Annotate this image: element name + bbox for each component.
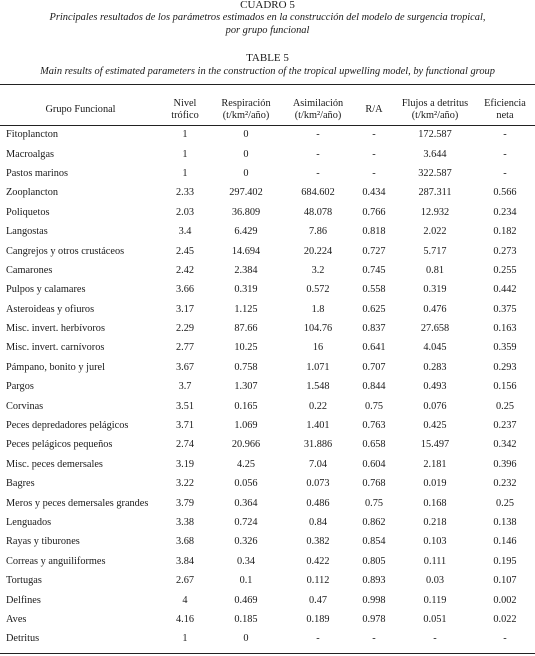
column-header-line: neta xyxy=(496,109,514,121)
value-cell: 0.076 xyxy=(423,400,447,412)
value-cell: 1.401 xyxy=(306,420,330,432)
value-cell: 2.67 xyxy=(175,575,195,587)
table-row xyxy=(0,300,535,319)
table-row xyxy=(0,435,535,454)
value-cell: 0.34 xyxy=(236,555,256,567)
functional-group-cell: Aves xyxy=(6,613,27,625)
english-table-label: TABLE 5 xyxy=(246,52,289,64)
value-cell: 0.844 xyxy=(362,381,386,393)
column-header-line: Asimilación xyxy=(292,97,344,109)
value-cell: 0.442 xyxy=(493,284,517,296)
value-cell: - xyxy=(316,167,320,179)
functional-group-cell: Pargos xyxy=(6,381,34,393)
functional-group-cell: Misc. invert. herbívoros xyxy=(6,323,105,335)
value-cell: - xyxy=(503,148,507,160)
value-cell: 7.04 xyxy=(308,458,328,470)
value-cell: 1.8 xyxy=(311,303,325,315)
functional-group-cell: Fitoplancton xyxy=(6,129,59,141)
value-cell: 0.168 xyxy=(423,497,447,509)
value-cell: 0.763 xyxy=(362,420,386,432)
value-cell: 4 xyxy=(182,594,188,606)
value-cell: 0.182 xyxy=(493,226,517,238)
value-cell: 15.497 xyxy=(420,439,450,451)
value-cell: 297.402 xyxy=(229,187,263,199)
value-cell: 0.998 xyxy=(362,594,386,606)
value-cell: 4.16 xyxy=(175,613,195,625)
value-cell: 0.342 xyxy=(493,439,517,451)
value-cell: 0.056 xyxy=(234,478,258,490)
column-header xyxy=(353,94,395,125)
results-table xyxy=(0,94,535,649)
value-cell: 0.47 xyxy=(308,594,328,606)
value-cell: 0.283 xyxy=(423,361,447,373)
value-cell: 0.255 xyxy=(493,264,517,276)
value-cell: 1 xyxy=(182,167,188,179)
value-cell: 684.602 xyxy=(301,187,335,199)
value-cell: 1.548 xyxy=(306,381,330,393)
table-body xyxy=(0,125,535,649)
functional-group-cell: Delfines xyxy=(6,594,41,606)
column-header xyxy=(395,94,475,125)
value-cell: 2.384 xyxy=(234,264,258,276)
table-bottom-rule xyxy=(0,653,535,654)
value-cell: 3.79 xyxy=(175,497,195,509)
functional-group-cell: Pámpano, bonito y jurel xyxy=(6,361,105,373)
value-cell: 1.071 xyxy=(306,361,330,373)
value-cell: 0.25 xyxy=(495,400,515,412)
value-cell: 1 xyxy=(182,633,188,645)
table-row xyxy=(0,629,535,648)
column-header xyxy=(0,94,161,125)
value-cell: 0.002 xyxy=(493,594,517,606)
column-header-line: (t/km²/año) xyxy=(222,109,270,121)
value-cell: 0.893 xyxy=(362,575,386,587)
table-row xyxy=(0,338,535,357)
value-cell: 0.854 xyxy=(362,536,386,548)
value-cell: 20.224 xyxy=(303,245,333,257)
value-cell: 0.805 xyxy=(362,555,386,567)
value-cell: - xyxy=(316,129,320,141)
value-cell: 31.886 xyxy=(303,439,333,451)
value-cell: 2.45 xyxy=(175,245,195,257)
value-cell: 0.326 xyxy=(234,536,258,548)
value-cell: 0.146 xyxy=(493,536,517,548)
table-row xyxy=(0,493,535,512)
value-cell: 14.694 xyxy=(231,245,261,257)
value-cell: 1.069 xyxy=(234,420,258,432)
column-header-line: Flujos a detritus xyxy=(401,97,469,109)
value-cell: 0.625 xyxy=(362,303,386,315)
value-cell: 0.476 xyxy=(423,303,447,315)
value-cell: - xyxy=(372,129,376,141)
value-cell: 0.103 xyxy=(423,536,447,548)
functional-group-cell: Pulpos y calamares xyxy=(6,284,86,296)
value-cell: 0.165 xyxy=(234,400,258,412)
value-cell: 0.119 xyxy=(423,594,447,606)
value-cell: 0.111 xyxy=(423,555,447,567)
table-row xyxy=(0,203,535,222)
value-cell: 0.237 xyxy=(493,420,517,432)
value-cell: 5.717 xyxy=(423,245,447,257)
value-cell: 0.319 xyxy=(423,284,447,296)
column-header xyxy=(161,94,209,125)
value-cell: - xyxy=(503,633,507,645)
functional-group-cell: Peces pelágicos pequeños xyxy=(6,439,113,451)
value-cell: 4.25 xyxy=(236,458,256,470)
value-cell: 20.966 xyxy=(231,439,261,451)
table-row xyxy=(0,319,535,338)
value-cell: 3.22 xyxy=(175,478,195,490)
value-cell: 0.724 xyxy=(234,517,258,528)
value-cell: 0.189 xyxy=(306,613,330,625)
value-cell: 0.745 xyxy=(362,264,386,276)
value-cell: 0.425 xyxy=(423,420,447,432)
value-cell: 36.809 xyxy=(231,206,261,218)
value-cell: 2.77 xyxy=(175,342,195,354)
table-row xyxy=(0,532,535,551)
value-cell: - xyxy=(503,167,507,179)
value-cell: 0.84 xyxy=(308,517,328,528)
value-cell: 0.22 xyxy=(308,400,328,412)
value-cell: 0 xyxy=(243,129,249,141)
spanish-title-line-2: por grupo funcional xyxy=(225,24,310,36)
value-cell: 0.604 xyxy=(362,458,386,470)
value-cell: 0.019 xyxy=(423,478,447,490)
value-cell: 1.125 xyxy=(234,303,258,315)
value-cell: 0.234 xyxy=(493,206,517,218)
table-row xyxy=(0,358,535,377)
value-cell: 0.1 xyxy=(239,575,253,587)
value-cell: 0.493 xyxy=(423,381,447,393)
value-cell: 7.86 xyxy=(308,226,328,238)
column-header xyxy=(209,94,283,125)
value-cell: 0.359 xyxy=(493,342,517,354)
value-cell: 0.185 xyxy=(234,613,258,625)
value-cell: 1 xyxy=(182,148,188,160)
table-row xyxy=(0,222,535,241)
value-cell: 0.818 xyxy=(362,226,386,238)
value-cell: 3.51 xyxy=(175,400,195,412)
spanish-table-title xyxy=(0,12,535,37)
value-cell: 0.396 xyxy=(493,458,517,470)
value-cell: 2.29 xyxy=(175,323,195,335)
value-cell: 0.81 xyxy=(425,264,445,276)
value-cell: 0.978 xyxy=(362,613,386,625)
value-cell: 0.163 xyxy=(493,323,517,335)
value-cell: 3.38 xyxy=(175,517,195,528)
functional-group-cell: Meros y peces demersales grandes xyxy=(6,497,149,509)
value-cell: 3.644 xyxy=(423,148,447,160)
functional-group-cell: Correas y anguiliformes xyxy=(6,555,106,567)
value-cell: 104.76 xyxy=(303,323,333,335)
value-cell: 87.66 xyxy=(234,323,258,335)
column-header-line: Respiración xyxy=(221,97,271,109)
value-cell: 287.311 xyxy=(418,187,452,199)
value-cell: 2.33 xyxy=(175,187,195,199)
value-cell: 27.658 xyxy=(420,323,450,335)
value-cell: - xyxy=(433,633,437,645)
value-cell: 0.232 xyxy=(493,478,517,490)
value-cell: 0.766 xyxy=(362,206,386,218)
value-cell: 0.727 xyxy=(362,245,386,257)
value-cell: 2.42 xyxy=(175,264,195,276)
value-cell: 0.75 xyxy=(364,497,384,509)
functional-group-cell: Poliquetos xyxy=(6,206,50,218)
value-cell: 3.71 xyxy=(175,420,195,432)
functional-group-cell: Corvinas xyxy=(6,400,44,412)
functional-group-cell: Bagres xyxy=(6,478,35,490)
table-row xyxy=(0,183,535,202)
functional-group-cell: Zooplancton xyxy=(6,187,59,199)
table-row xyxy=(0,571,535,590)
value-cell: - xyxy=(372,633,376,645)
table-row xyxy=(0,455,535,474)
value-cell: 3.17 xyxy=(175,303,195,315)
column-header xyxy=(283,94,353,125)
spanish-table-label: CUADRO 5 xyxy=(240,0,295,11)
value-cell: 2.74 xyxy=(175,439,195,451)
functional-group-cell: Pastos marinos xyxy=(6,167,69,179)
value-cell: 0.03 xyxy=(425,575,445,587)
value-cell: 0 xyxy=(243,167,249,179)
value-cell: 0.273 xyxy=(493,245,517,257)
table-row xyxy=(0,552,535,571)
value-cell: 2.03 xyxy=(175,206,195,218)
table-header-row xyxy=(0,94,535,125)
table-row xyxy=(0,513,535,532)
table-row xyxy=(0,416,535,435)
value-cell: 0.319 xyxy=(234,284,258,296)
value-cell: 3.68 xyxy=(175,536,195,548)
functional-group-cell: Peces depredadores pelágicos xyxy=(6,420,129,432)
functional-group-cell: Misc. peces demersales xyxy=(6,458,103,470)
value-cell: 12.932 xyxy=(420,206,450,218)
value-cell: 3.19 xyxy=(175,458,195,470)
table-row xyxy=(0,610,535,629)
value-cell: 10.25 xyxy=(234,342,258,354)
column-header-line: trófico xyxy=(171,109,199,121)
table-row xyxy=(0,280,535,299)
value-cell: 0.156 xyxy=(493,381,517,393)
value-cell: 3.84 xyxy=(175,555,195,567)
value-cell: 3.7 xyxy=(178,381,192,393)
value-cell: 0.75 xyxy=(364,400,384,412)
value-cell: 0.022 xyxy=(493,613,517,625)
column-header-line: Nivel xyxy=(173,97,197,109)
value-cell: 0.073 xyxy=(306,478,330,490)
functional-group-cell: Asteroideas y ofiuros xyxy=(6,303,95,315)
value-cell: 0.566 xyxy=(493,187,517,199)
table-row xyxy=(0,144,535,163)
functional-group-cell: Rayas y tiburones xyxy=(6,536,80,548)
value-cell: - xyxy=(372,167,376,179)
value-cell: 0.138 xyxy=(493,517,517,528)
functional-group-cell: Detritus xyxy=(6,633,40,645)
value-cell: 0.422 xyxy=(306,555,330,567)
table-top-rule xyxy=(0,84,535,85)
value-cell: 3.66 xyxy=(175,284,195,296)
value-cell: 0.364 xyxy=(234,497,258,509)
value-cell: 16 xyxy=(312,342,324,354)
column-header xyxy=(475,94,535,125)
table-row xyxy=(0,474,535,493)
value-cell: 48.078 xyxy=(303,206,333,218)
value-cell: 0.382 xyxy=(306,536,330,548)
value-cell: 0.641 xyxy=(362,342,386,354)
column-header-line: Eficiencia xyxy=(484,97,526,109)
value-cell: 0.486 xyxy=(306,497,330,509)
functional-group-cell: Langostas xyxy=(6,226,48,238)
value-cell: 0.218 xyxy=(423,517,447,528)
value-cell: 172.587 xyxy=(418,129,452,141)
value-cell: 0.293 xyxy=(493,361,517,373)
value-cell: 0.558 xyxy=(362,284,386,296)
value-cell: - xyxy=(316,633,320,645)
value-cell: 0.707 xyxy=(362,361,386,373)
value-cell: 2.181 xyxy=(423,458,447,470)
value-cell: 0.758 xyxy=(234,361,258,373)
functional-group-cell: Tortugas xyxy=(6,575,42,587)
value-cell: 0.434 xyxy=(362,187,386,199)
value-cell: 322.587 xyxy=(418,167,452,179)
value-cell: 0.768 xyxy=(362,478,386,490)
value-cell: 1.307 xyxy=(234,381,258,393)
table-row xyxy=(0,377,535,396)
column-header-line: Grupo Funcional xyxy=(45,103,116,115)
value-cell: 0 xyxy=(243,633,249,645)
functional-group-cell: Misc. invert. carnívoros xyxy=(6,342,105,354)
column-header-line: (t/km²/año) xyxy=(294,109,342,121)
value-cell: 0.837 xyxy=(362,323,386,335)
value-cell: 2.022 xyxy=(423,226,447,238)
table-row xyxy=(0,396,535,415)
table-row xyxy=(0,125,535,144)
value-cell: 0.051 xyxy=(423,613,447,625)
table-row xyxy=(0,261,535,280)
value-cell: 4.045 xyxy=(423,342,447,354)
value-cell: 0.195 xyxy=(493,555,517,567)
table-row xyxy=(0,590,535,609)
value-cell: 0.469 xyxy=(234,594,258,606)
value-cell: 0.862 xyxy=(362,517,386,528)
functional-group-cell: Camarones xyxy=(6,264,53,276)
table-row xyxy=(0,241,535,260)
value-cell: 3.67 xyxy=(175,361,195,373)
english-table-title: Main results of estimated parameters in the construction of the tropical upwelling model, by functional group xyxy=(40,66,495,77)
value-cell: - xyxy=(372,148,376,160)
value-cell: 0.25 xyxy=(495,497,515,509)
value-cell: 0.107 xyxy=(493,575,517,587)
value-cell: 3.4 xyxy=(178,226,192,238)
value-cell: 0.658 xyxy=(362,439,386,451)
functional-group-cell: Cangrejos y otros crustáceos xyxy=(6,245,125,257)
functional-group-cell: Lenguados xyxy=(6,517,52,528)
value-cell: - xyxy=(503,129,507,141)
table-row xyxy=(0,164,535,183)
value-cell: 0.112 xyxy=(306,575,330,587)
value-cell: 0.375 xyxy=(493,303,517,315)
value-cell: - xyxy=(316,148,320,160)
column-header-line: (t/km²/año) xyxy=(411,109,459,121)
value-cell: 3.2 xyxy=(311,264,325,276)
value-cell: 0 xyxy=(243,148,249,160)
functional-group-cell: Macroalgas xyxy=(6,148,55,160)
column-header-line: R/A xyxy=(365,103,383,115)
spanish-title-line-1: Principales resultados de los parámetros estimados en la construcción del modelo de surgencia tropical, xyxy=(49,12,486,23)
value-cell: 1 xyxy=(182,129,188,141)
value-cell: 6.429 xyxy=(234,226,258,238)
value-cell: 0.572 xyxy=(306,284,330,296)
